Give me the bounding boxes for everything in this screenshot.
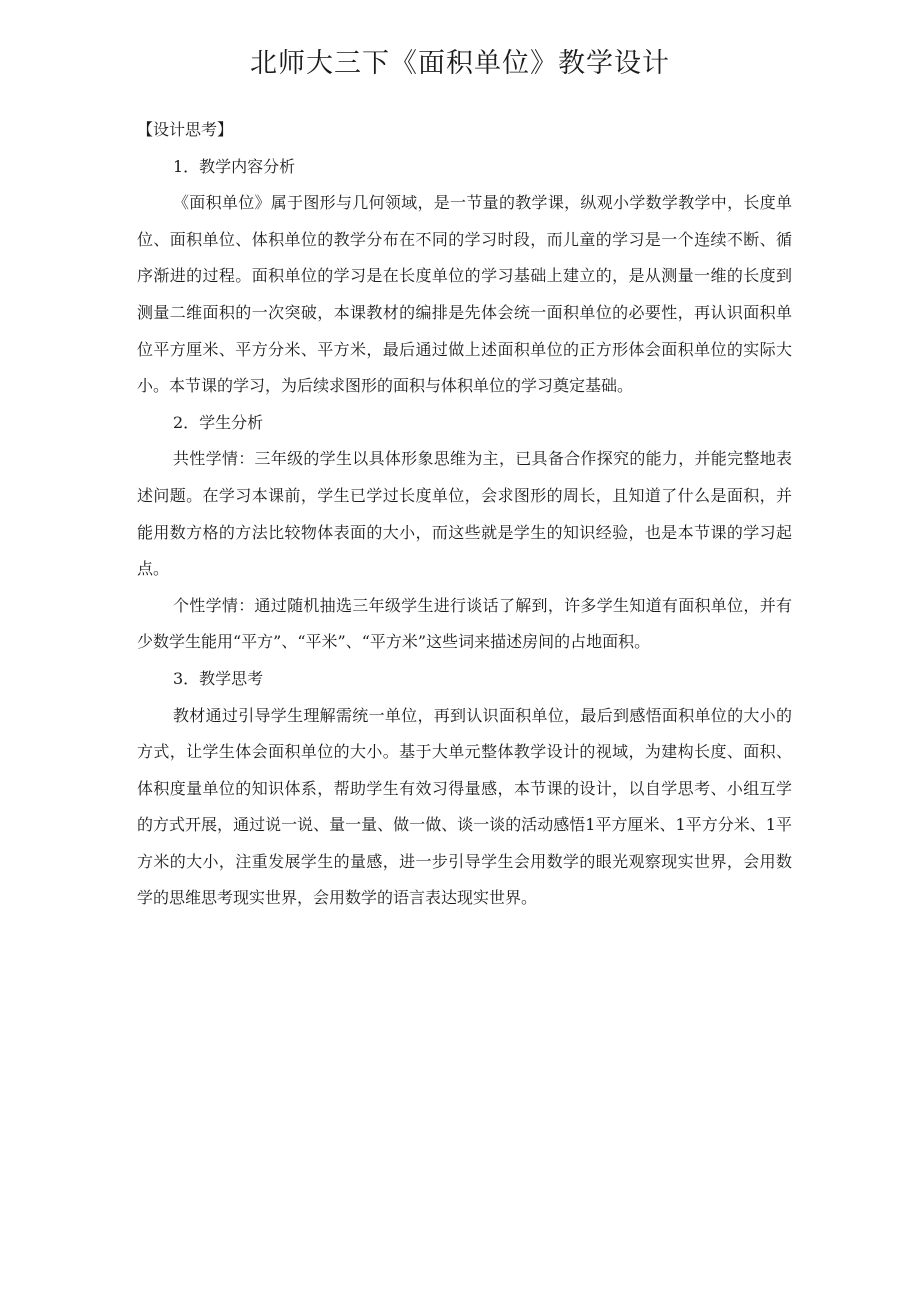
paragraph-individual-situation: 个性学情：通过随机抽选三年级学生进行谈话了解到，许多学生知道有面积单位，并有少数学生能用“平方”、“平米”、“平方米”这些词来描述房间的占地面积。 (137, 595, 792, 652)
subsection-heading-teaching-thoughts: 3．教学思考 (173, 668, 264, 688)
document-body (137, 112, 792, 917)
section-heading: 【设计思考】 (137, 120, 234, 139)
subsection-heading-student-analysis: 2．学生分析 (173, 412, 264, 432)
subsection-heading-content-analysis: 1．教学内容分析 (173, 156, 296, 176)
document-title: 北师大三下《面积单位》教学设计 (250, 48, 670, 79)
paragraph-content-analysis: 《面积单位》属于图形与几何领域，是一节量的教学课，纵观小学数学教学中，长度单位、面积单位、体积单位的教学分布在不同的学习时段，而儿童的学习是一个连续不断、循序渐进的过程。面积单位的学习是在长度单位的学习基础上建立的，是从测量一维的长度到测量二维面积的一次突破，本课教材的编排是先体会统一面积单位的必要性，再认识面积单位平方厘米、平方分米、平方米，最后通过做上述面积单位的正方形体会面积单位的实际大小。本节课的学习，为后续求图形的面积与体积单位的学习奠定基础。 (137, 193, 792, 396)
paragraph-teaching-thoughts: 教材通过引导学生理解需统一单位，再到认识面积单位，最后到感悟面积单位的大小的方式，让学生体会面积单位的大小。基于大单元整体教学设计的视域，为建构长度、面积、体积度量单位的知识体系，帮助学生有效习得量感，本节课的设计，以自学思考、小组互学的方式开展，通过说一说、量一量、做一做、谈一谈的活动感悟1平方厘米、1平方分米、1平方米的大小，注重发展学生的量感，进一步引导学生会用数学的眼光观察现实世界，会用数学的思维思考现实世界，会用数学的语言表达现实世界。 (137, 705, 792, 908)
paragraph-common-situation: 共性学情：三年级的学生以具体形象思维为主，已具备合作探究的能力，并能完整地表述问题。在学习本课前，学生已学过长度单位，会求图形的周长，且知道了什么是面积，并能用数方格的方法比较物体表面的大小，而这些就是学生的知识经验，也是本节课的学习起点。 (137, 449, 792, 579)
